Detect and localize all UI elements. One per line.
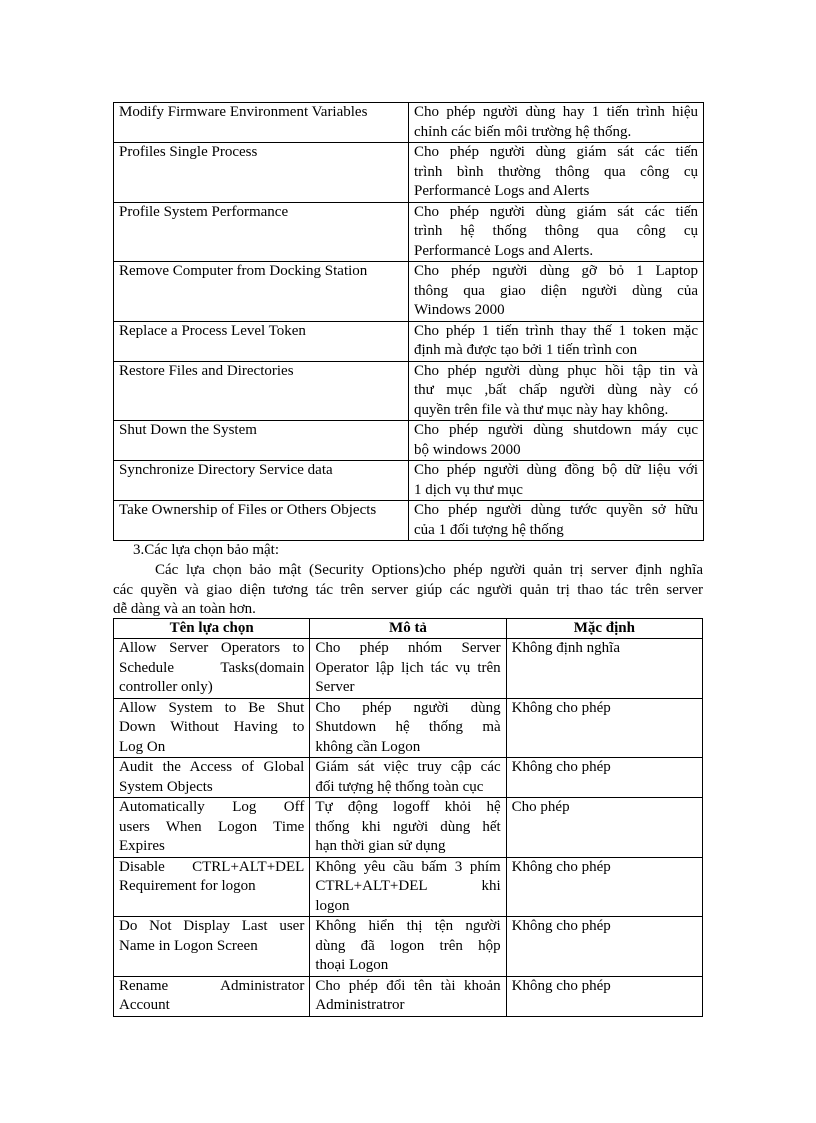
paragraph-line: các quyền và giao diện tương tác trên server giúp các người quản trị thao tác trên server	[113, 581, 703, 598]
cell-line: đối tượng hệ thống toàn cục	[315, 778, 484, 795]
cell-line: Automatically Log Off	[119, 799, 305, 815]
paragraph-line: Các lựa chọn bảo mật (Security Options)cho phép người quản trị server định nghĩa	[155, 562, 703, 578]
table-row	[114, 361, 704, 421]
privilege-name: Profiles Single Process	[114, 143, 409, 203]
section-heading: 3.Các lựa chọn bảo mật:	[133, 542, 280, 558]
cell-line: Allow Server Operators to	[119, 640, 305, 656]
description-line: Cho phép người dùng tước quyền sở hữu	[414, 502, 698, 518]
table-row	[114, 461, 704, 501]
option-description	[310, 857, 506, 917]
table-row	[114, 857, 703, 917]
cell-line: Do Not Display Last user	[119, 918, 305, 934]
table-row	[114, 798, 703, 858]
option-name	[114, 798, 310, 858]
option-description	[310, 639, 506, 699]
description-line: quyền trên file và thư mục này hay không.	[414, 401, 669, 418]
table-row	[114, 917, 703, 977]
option-name	[114, 758, 310, 798]
table-row	[114, 421, 704, 461]
description-line: chỉnh các biến môi trường hệ thống.	[414, 123, 632, 140]
option-name	[114, 639, 310, 699]
description-line: định mà được tạo bởi 1 tiến trình con	[414, 342, 638, 358]
option-default: Không cho phép	[506, 976, 702, 1016]
option-name	[114, 698, 310, 758]
column-header-description: Mô tả	[310, 619, 506, 639]
option-default: Không cho phép	[506, 698, 702, 758]
option-name	[114, 857, 310, 917]
cell-line: Cho phép nhóm Server	[315, 640, 501, 656]
cell-line: Allow System to Be Shut	[119, 699, 305, 716]
cell-line: System Objects	[119, 778, 213, 795]
cell-line: Disable CTRL+ALT+DEL	[119, 858, 305, 875]
cell-line: Cho phép người dùng	[315, 699, 501, 716]
privilege-name: Synchronize Directory Service data	[114, 461, 409, 501]
option-default: Không định nghĩa	[506, 639, 702, 699]
privilege-description	[409, 421, 704, 461]
description-line: trình bình thường thông qua công cụ	[414, 163, 698, 180]
privilege-name: Replace a Process Level Token	[114, 321, 409, 361]
option-description	[310, 798, 506, 858]
description-line: 1 dịch vụ thư mục	[414, 481, 523, 498]
description-line: của 1 đối tượng hệ thống	[414, 521, 564, 538]
description-line: Performancė Logs and Alerts.	[414, 242, 594, 259]
option-name	[114, 917, 310, 977]
cell-line: Audit the Access of Global	[119, 759, 305, 775]
privilege-description	[409, 361, 704, 421]
privilege-name: Restore Files and Directories	[114, 361, 409, 421]
description-line: thông qua giao diện người dùng của	[414, 282, 698, 299]
cell-line: Server	[315, 679, 355, 695]
cell-line: Shutdown hệ thống mà	[315, 719, 501, 735]
table-row	[114, 639, 703, 699]
description-line: Windows 2000	[414, 302, 505, 318]
table-row	[114, 976, 703, 1016]
column-header-name: Tên lựa chọn	[114, 619, 310, 639]
description-line: Cho phép người dùng shutdown máy cục	[414, 422, 698, 438]
table-row	[114, 758, 703, 798]
cell-line: Giám sát việc truy cập các	[315, 759, 501, 775]
privileges-table	[113, 102, 704, 541]
option-default: Cho phép	[506, 798, 702, 858]
privilege-name: Profile System Performance	[114, 202, 409, 262]
table-row	[114, 501, 704, 541]
privilege-name: Shut Down the System	[114, 421, 409, 461]
table-header-row	[114, 619, 703, 639]
cell-line: Log On	[119, 738, 166, 755]
privilege-description	[409, 262, 704, 322]
cell-line: Tự động logoff khỏi hệ	[315, 799, 501, 815]
cell-line: Administratror	[315, 997, 405, 1013]
cell-line: Account	[119, 997, 170, 1013]
cell-line: Name in Logon Screen	[119, 937, 258, 954]
description-line: Cho phép người dùng đồng bộ dữ liệu với	[414, 462, 698, 478]
section-paragraph	[113, 561, 703, 620]
option-description	[310, 917, 506, 977]
description-line: trình hệ thống thông qua công cụ	[414, 223, 698, 239]
table-row	[114, 698, 703, 758]
cell-line: Schedule Tasks(domain	[119, 659, 305, 676]
cell-line: Không yêu cầu bấm 3 phím	[315, 858, 501, 875]
cell-line: Rename Administrator	[119, 977, 305, 994]
cell-line: dùng đã logon trên hộp	[315, 937, 501, 954]
privilege-description	[409, 461, 704, 501]
security-options-table	[113, 618, 703, 1017]
option-description	[310, 698, 506, 758]
cell-line: controller only)	[119, 679, 213, 695]
description-line: Cho phép người dùng giám sát các tiến	[414, 203, 698, 220]
table-row	[114, 202, 704, 262]
privilege-name: Remove Computer from Docking Station	[114, 262, 409, 322]
cell-line: users When Logon Time	[119, 818, 305, 835]
cell-line: Requirement for logon	[119, 878, 256, 894]
option-default: Không cho phép	[506, 857, 702, 917]
cell-line: thoại Logon	[315, 957, 389, 973]
table-row	[114, 143, 704, 203]
cell-line: thống khi người dùng hết	[315, 818, 501, 835]
privilege-name: Take Ownership of Files or Others Objects	[114, 501, 409, 541]
cell-line: Cho phép đổi tên tài khoản	[315, 977, 501, 994]
privilege-description	[409, 501, 704, 541]
paragraph-line: dễ dàng và an toàn hơn.	[113, 601, 256, 617]
privilege-description	[409, 143, 704, 203]
table-row	[114, 321, 704, 361]
privilege-name: Modify Firmware Environment Variables	[114, 103, 409, 143]
description-line: thư mục ,bất chấp người dùng này có	[414, 382, 698, 398]
option-description	[310, 976, 506, 1016]
description-line: Cho phép người dùng gỡ bỏ 1 Laptop	[414, 263, 698, 279]
cell-line: không cần Logon	[315, 738, 421, 755]
description-line: Cho phép 1 tiến trình thay thế 1 token mặc	[414, 322, 698, 339]
cell-line: Không hiển thị tện người	[315, 918, 501, 934]
description-line: Cho phép người dùng phục hồi tập tin và	[414, 362, 698, 379]
cell-line: logon	[315, 897, 350, 914]
description-line: Cho phép người dùng hay 1 tiến trình hiệu	[414, 104, 698, 120]
option-description	[310, 758, 506, 798]
table-row	[114, 103, 704, 143]
privilege-description	[409, 321, 704, 361]
cell-line: CTRL+ALT+DEL khi	[315, 878, 501, 894]
cell-line: Down Without Having to	[119, 719, 305, 735]
description-line: Cho phép người dùng giám sát các tiến	[414, 144, 698, 160]
cell-line: hạn thời gian sử dụng	[315, 838, 446, 854]
cell-line: Operator lập lịch tác vụ trên	[315, 659, 501, 676]
privilege-description	[409, 202, 704, 262]
description-line: bộ windows 2000	[414, 441, 521, 458]
column-header-default: Mặc định	[506, 619, 702, 639]
table-row	[114, 262, 704, 322]
cell-line: Expires	[119, 838, 165, 854]
privilege-description	[409, 103, 704, 143]
option-name	[114, 976, 310, 1016]
description-line: Performancė Logs and Alerts	[414, 183, 590, 199]
option-default: Không cho phép	[506, 917, 702, 977]
option-default: Không cho phép	[506, 758, 702, 798]
